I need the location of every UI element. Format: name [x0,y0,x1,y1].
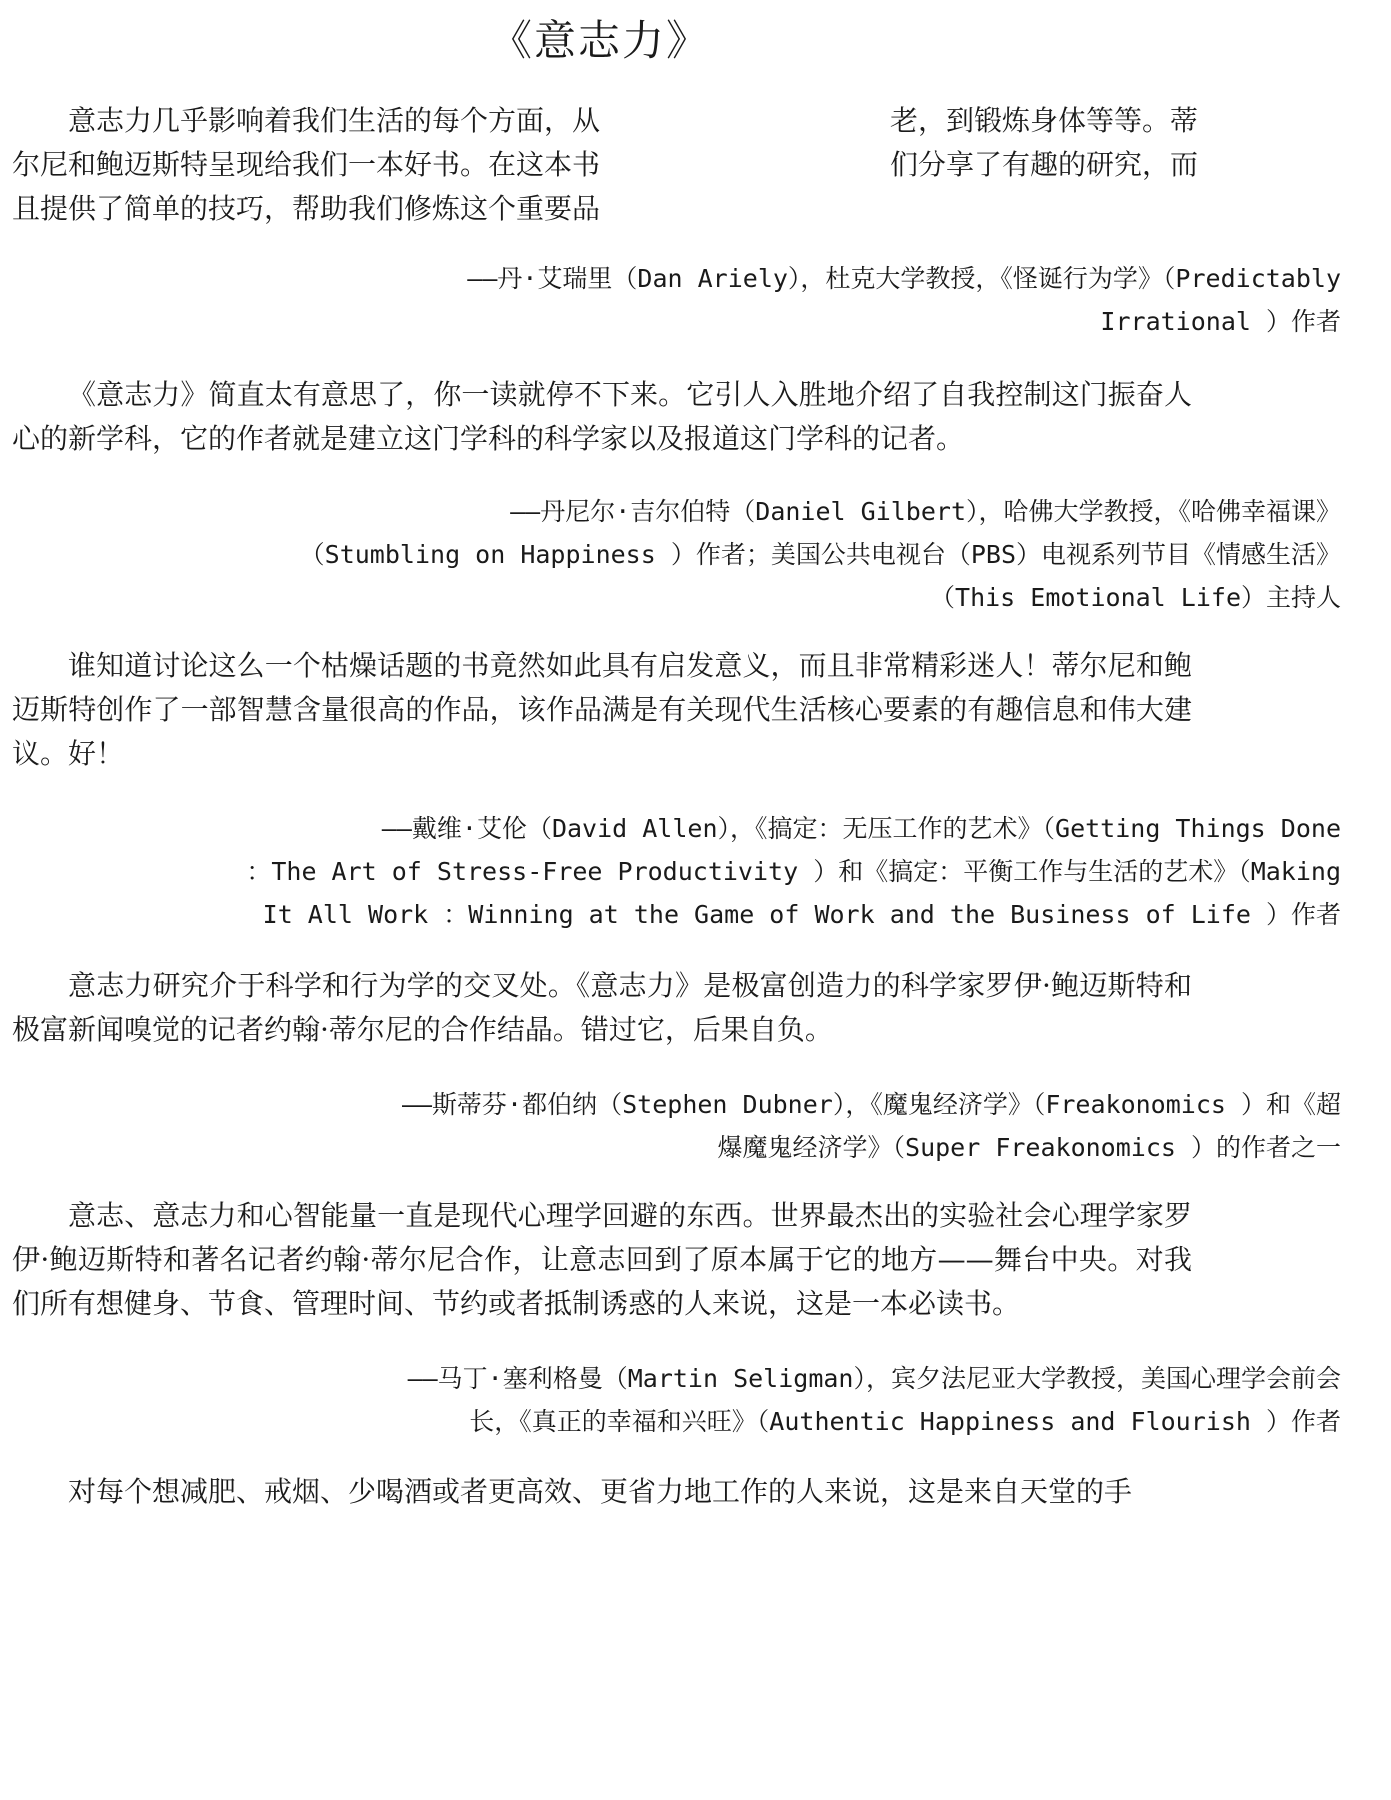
attribution-line: ——斯蒂芬·都伯纳（Stephen Dubner），《魔鬼经济学》（Freakonomics ）和《超 [401,1090,1341,1119]
attribution-line: ——戴维·艾伦（David Allen），《搞定：无压工作的艺术》（Getting Things Done [381,814,1341,843]
attribution-line: ——丹·艾瑞里（Dan Ariely），杜克大学教授，《怪诞行为学》（Predictably [467,264,1341,293]
attribution-line: ：The Art of Stress-Free Productivity ）和《搞定：平衡工作与生活的艺术》（Making [246,857,1341,886]
endorsement-6-text: 对每个想减肥、戒烟、少喝酒或者更高效、更省力地工作的人来说，这是来自天堂的手 [68,1475,1133,1508]
attribution-line: ——马丁·塞利格曼（Martin Seligman），宾夕法尼亚大学教授，美国心理学会前会 [407,1364,1341,1393]
text-line: 且提供了简单的技巧，帮助我们修炼这个重要品 [12,192,601,225]
attribution-line: ——丹尼尔·吉尔伯特（Daniel Gilbert），哈佛大学教授，《哈佛幸福课》 [510,497,1341,526]
attribution-line: It All Work ：Winning at the Game of Work and the Business of Life ）作者 [262,900,1341,929]
endorsement-3-attribution [161,807,1341,936]
attribution-line: （Stumbling on Happiness ）作者；美国公共电视台（PBS）电视系列节目《情感生活》 [299,540,1341,569]
text-line: 们分享了有趣的研究，而 [889,148,1198,181]
book-title: 《意志力》 [489,16,710,65]
endorsement-3-text: 谁知道讨论这么一个枯燥话题的书竟然如此具有启发意义，而且非常精彩迷人！蒂尔尼和鲍迈斯特创作了一部智慧含量很高的作品，该作品满是有关现代生活核心要素的有趣信息和伟大建议。好！ [12,649,1192,770]
text-line: 尔尼和鲍迈斯特呈现给我们一本好书。在这本书 [12,148,601,181]
endorsement-2-attribution [161,490,1341,619]
endorsement-5-attribution [161,1357,1341,1443]
endorsement-5-text: 意志、意志力和心智能量一直是现代心理学回避的东西。世界最杰出的实验社会心理学家罗伊·鲍迈斯特和著名记者约翰·蒂尔尼合作，让意志回到了原本属于它的地方——舞台中央。对我们所有想健身、节食、管理时间、节约或者抵制诱惑的人来说，这是一本必读书。 [12,1199,1192,1320]
endorsement-1-attribution [161,257,1341,343]
text-line: 老，到锻炼身体等等。蒂 [889,104,1198,137]
endorsement-1-text-right [868,99,1198,187]
text-line: 意志力几乎影响着我们生活的每个方面，从 [68,104,601,137]
endorsement-1-text-left [12,99,642,231]
endorsement-2-text: 《意志力》简直太有意思了，你一读就停不下来。它引人入胜地介绍了自我控制这门振奋人心的新学科，它的作者就是建立这门学科的科学家以及报道这门学科的记者。 [12,378,1192,455]
attribution-line: 长，《真正的幸福和兴旺》（Authentic Happiness and Flourish ）作者 [469,1407,1341,1436]
attribution-line: （This Emotional Life）主持人 [930,583,1341,612]
endorsement-4-text: 意志力研究介于科学和行为学的交叉处。《意志力》是极富创造力的科学家罗伊·鲍迈斯特和极富新闻嗅觉的记者约翰·蒂尔尼的合作结晶。错过它，后果自负。 [12,969,1192,1046]
endorsement-4-attribution [161,1083,1341,1169]
attribution-line: Irrational ）作者 [1100,307,1341,336]
attribution-line: 爆魔鬼经济学》（Super Freakonomics ）的作者之一 [717,1133,1341,1162]
